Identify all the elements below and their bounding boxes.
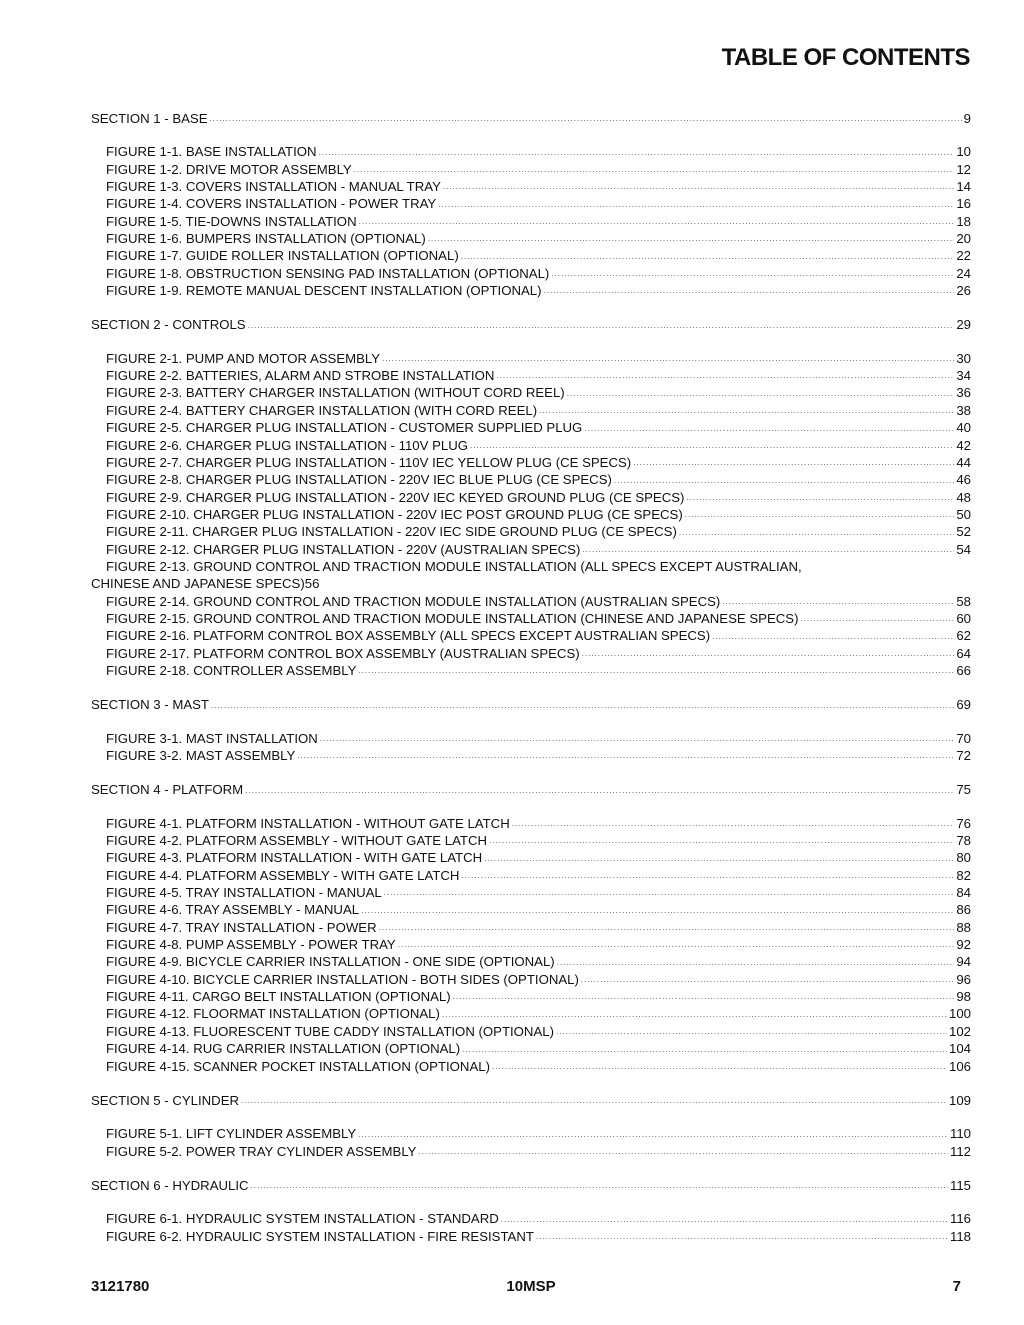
dot-leader [489,836,954,849]
toc-page-number: 14 [956,179,971,195]
toc-figure-label: FIGURE 3-2. MAST ASSEMBLY [106,748,296,763]
toc-page-number: 46 [956,472,971,488]
toc-page-number: 62 [956,628,971,644]
dot-leader [722,597,954,610]
toc-figure-label: FIGURE 4-9. BICYCLE CARRIER INSTALLATION - ONE SIDE (OPTIONAL) [106,954,555,970]
toc-figure-entry[interactable] [91,143,971,160]
toc-figure-entry[interactable] [91,350,971,367]
toc-figure-entry[interactable] [91,988,971,1005]
dot-leader [584,424,954,437]
model-name: 10MSP [506,1278,556,1295]
dot-leader [319,148,955,161]
toc-figure-label: FIGURE 4-13. FLUORESCENT TUBE CADDY INSTALLATION (OPTIONAL) [106,1023,554,1039]
toc-figure-entry[interactable] [91,541,971,558]
toc-figure-entry[interactable] [91,662,971,679]
toc-figure-label: FIGURE 1-9. REMOTE MANUAL DESCENT INSTALLATION (OPTIONAL) [106,283,542,299]
toc-figure-label: FIGURE 1-7. GUIDE ROLLER INSTALLATION (OPTIONAL) [106,248,459,264]
toc-figure-entry[interactable] [91,645,971,662]
dot-leader [581,975,954,988]
toc-page-number: 9 [963,111,971,126]
toc-figure-label: FIGURE 1-4. COVERS INSTALLATION - POWER TRAY [106,196,437,212]
toc-page-number: 24 [956,265,971,281]
toc-page-number: 69 [956,697,971,713]
toc-figure-label: FIGURE 4-6. TRAY ASSEMBLY - MANUAL [106,902,360,918]
toc-figure-label: FIGURE 2-18. CONTROLLER ASSEMBLY [106,662,357,678]
toc-figure-label: FIGURE 4-3. PLATFORM INSTALLATION - WITH GATE LATCH [106,850,483,866]
dot-leader [379,923,955,936]
toc-page-number: 88 [956,919,971,935]
toc-figure-label: FIGURE 2-2. BATTERIES, ALARM AND STROBE INSTALLATION [106,368,495,384]
dot-leader [582,545,954,558]
dot-leader [686,493,954,506]
toc-section-block [91,110,971,299]
toc-section-label: SECTION 6 - HYDRAULIC [91,1177,249,1193]
toc-figure-entry[interactable] [91,1040,971,1057]
toc-figure-entry[interactable] [91,901,971,918]
toc-section-block [91,781,971,1075]
toc-page-number: 94 [956,954,971,970]
toc-section-entry[interactable] [91,781,971,798]
dot-leader [484,854,954,867]
dot-leader [685,510,955,523]
toc-figure-label: FIGURE 4-12. FLOORMAT INSTALLATION (OPTIONAL) [106,1006,440,1022]
dot-leader [551,269,954,282]
toc-page-number: 82 [956,867,971,883]
toc-figure-entry[interactable] [91,213,971,230]
toc-page-number: 10 [956,144,971,160]
toc-figure-entry[interactable] [91,610,971,627]
toc-figure-entry[interactable] [91,867,971,884]
toc-page-number: 50 [956,506,971,522]
toc-figure-entry[interactable] [91,419,971,436]
toc-figure-label: FIGURE 1-3. COVERS INSTALLATION - MANUAL TRAY [106,179,441,195]
toc-figure-entry[interactable] [91,161,971,178]
toc-page-number: 42 [956,437,971,453]
toc-figure-entry[interactable] [91,247,971,264]
dot-leader [438,200,954,213]
toc-page-number: 16 [956,196,971,212]
dot-leader [679,528,954,541]
toc-figure-entry[interactable] [91,593,971,610]
toc-figure-entry[interactable] [91,506,971,523]
toc-page-number: 44 [956,454,971,470]
toc-page-number: 104 [948,1041,971,1057]
toc-page-number: 84 [956,885,971,901]
toc-page-number: 18 [956,213,971,229]
toc-page-number: 30 [956,350,971,366]
toc-page-number: 40 [956,420,971,436]
dot-leader [557,958,955,971]
dot-leader [453,992,955,1005]
dot-leader [712,632,954,645]
toc-page-number: 52 [956,524,971,540]
toc-figure-entry[interactable] [91,832,971,849]
toc-page-number: 38 [956,402,971,418]
toc-figure-label: FIGURE 2-13. GROUND CONTROL AND TRACTION MODULE INSTALLATION (ALL SPECS EXCEPT AUSTRALIAN, [106,558,802,574]
toc-figure-entry[interactable] [91,195,971,212]
dot-leader [461,252,955,265]
toc-figure-label: FIGURE 1-6. BUMPERS INSTALLATION (OPTIONAL) [106,231,426,247]
toc-figure-entry[interactable] [91,282,971,299]
dot-leader [418,1147,947,1160]
toc-section-label: SECTION 1 - BASE [91,111,208,126]
toc-section-block [91,1092,971,1160]
toc-figure-entry[interactable] [91,367,971,384]
toc-section-entry[interactable] [91,1092,971,1109]
toc-figure-entry[interactable] [91,1228,971,1245]
toc-figure-entry[interactable] [91,627,971,644]
dot-leader [320,734,955,747]
toc-page-number: 64 [956,645,971,661]
toc-figure-entry[interactable] [91,489,971,506]
dot-leader [462,1045,947,1058]
dot-leader [567,389,955,402]
toc-page-number: 106 [948,1058,971,1074]
toc-figure-entry[interactable] [91,523,971,540]
toc-page-number: 60 [956,610,971,626]
toc-page-number: 66 [956,662,971,678]
toc-section-entry[interactable] [91,316,971,333]
toc-page-number: 72 [956,748,971,763]
toc-figure-label: FIGURE 2-12. CHARGER PLUG INSTALLATION - 220V (AUSTRALIAN SPECS) [106,541,581,557]
toc-page-number: 76 [956,815,971,831]
toc-figure-entry[interactable] [91,437,971,454]
toc-figure-label: FIGURE 4-5. TRAY INSTALLATION - MANUAL [106,885,382,901]
dot-leader [211,701,954,714]
dot-leader [361,906,954,919]
dot-leader [633,458,954,471]
toc-figure-label: FIGURE 2-3. BATTERY CHARGER INSTALLATION (WITHOUT CORD REEL) [106,385,565,401]
toc-page-number: 20 [956,231,971,247]
toc-page-number: 115 [949,1177,971,1193]
toc-figure-label: FIGURE 2-8. CHARGER PLUG INSTALLATION - 220V IEC BLUE PLUG (CE SPECS) [106,472,612,488]
table-of-contents [91,110,971,1262]
toc-page-number: 116 [949,1211,971,1227]
toc-page-number: 12 [956,161,971,177]
toc-figure-entry[interactable] [91,1210,971,1227]
toc-figure-entry[interactable] [91,953,971,970]
toc-page-number: 36 [956,385,971,401]
toc-figure-label: FIGURE 4-11. CARGO BELT INSTALLATION (OPTIONAL) [106,989,451,1005]
toc-page-number: 75 [956,782,971,798]
toc-figure-label: FIGURE 2-15. GROUND CONTROL AND TRACTION MODULE INSTALLATION (CHINESE AND JAPANESE SPECS) [106,610,799,626]
toc-figure-label: FIGURE 2-1. PUMP AND MOTOR ASSEMBLY [106,350,381,366]
dot-leader [358,666,954,679]
dot-leader [544,286,955,299]
toc-figure-label: FIGURE 1-8. OBSTRUCTION SENSING PAD INSTALLATION (OPTIONAL) [106,265,550,281]
toc-page-number: 70 [956,730,971,746]
toc-figure-label: FIGURE 2-6. CHARGER PLUG INSTALLATION - 110V PLUG [106,437,469,453]
toc-section-block [91,696,971,764]
toc-page-number: 92 [956,937,971,953]
page-footer [91,1278,971,1300]
toc-figure-label: FIGURE 4-4. PLATFORM ASSEMBLY - WITH GATE LATCH [106,867,460,883]
toc-figure-entry[interactable] [91,919,971,936]
toc-figure-entry[interactable] [91,747,971,764]
toc-figure-entry[interactable] [91,178,971,195]
toc-figure-label: FIGURE 4-15. SCANNER POCKET INSTALLATION (OPTIONAL) [106,1058,490,1074]
toc-section-entry[interactable] [91,110,971,127]
dot-leader [582,649,955,662]
toc-page-number: 118 [949,1228,971,1244]
toc-figure-entry[interactable] [91,471,971,488]
toc-figure-entry[interactable] [91,230,971,247]
dot-leader [297,751,954,764]
toc-figure-label: FIGURE 1-2. DRIVE MOTOR ASSEMBLY [106,161,352,177]
dot-leader [428,234,955,247]
toc-figure-label: FIGURE 4-1. PLATFORM INSTALLATION - WITHOUT GATE LATCH [106,815,510,831]
toc-page-number: 109 [948,1092,971,1108]
toc-figure-label: FIGURE 2-11. CHARGER PLUG INSTALLATION - 220V IEC SIDE GROUND PLUG (CE SPECS) [106,524,677,540]
toc-figure-entry[interactable] [91,558,971,593]
toc-section-label: SECTION 2 - CONTROLS [91,317,246,333]
toc-page-number: 26 [956,283,971,299]
toc-section-entry[interactable] [91,696,971,713]
toc-page-number: 54 [956,541,971,557]
toc-page-number: 58 [956,593,971,609]
toc-figure-entry[interactable] [91,402,971,419]
dot-leader [536,1232,948,1245]
toc-figure-label: FIGURE 2-16. PLATFORM CONTROL BOX ASSEMBLY (ALL SPECS EXCEPT AUSTRALIAN SPECS) [106,628,711,644]
toc-section-label: SECTION 3 - MAST [91,697,209,713]
toc-figure-label: FIGURE 2-17. PLATFORM CONTROL BOX ASSEMBLY (AUSTRALIAN SPECS) [106,645,580,661]
toc-figure-label: FIGURE 5-1. LIFT CYLINDER ASSEMBLY [106,1126,357,1142]
toc-figure-label: FIGURE 6-1. HYDRAULIC SYSTEM INSTALLATION - STANDARD [106,1211,499,1227]
toc-section-entry[interactable] [91,1177,971,1194]
toc-figure-label: FIGURE 1-1. BASE INSTALLATION [106,144,317,160]
toc-figure-label: FIGURE 2-10. CHARGER PLUG INSTALLATION - 220V IEC POST GROUND PLUG (CE SPECS) [106,506,683,522]
toc-figure-entry[interactable] [91,884,971,901]
toc-page-number: 80 [956,850,971,866]
dot-leader [358,1130,948,1143]
toc-section-label: SECTION 5 - CYLINDER [91,1092,240,1108]
dot-leader [248,321,955,334]
toc-page-number: 78 [956,833,971,849]
dot-leader [398,940,955,953]
toc-figure-entry[interactable] [91,849,971,866]
dot-leader [501,1215,948,1228]
toc-page-number: 34 [956,368,971,384]
dot-leader [384,888,955,901]
dot-leader [251,1181,948,1194]
toc-page-number: 100 [948,1006,971,1022]
toc-section-label: SECTION 4 - PLATFORM [91,782,244,798]
toc-figure-label: FIGURE 2-9. CHARGER PLUG INSTALLATION - 220V IEC KEYED GROUND PLUG (CE SPECS) [106,489,685,505]
toc-figure-entry[interactable] [91,971,971,988]
page-number: 7 [952,1278,961,1295]
toc-figure-entry[interactable] [91,1143,971,1160]
toc-figure-entry[interactable] [91,815,971,832]
toc-figure-entry[interactable] [91,1058,971,1075]
toc-figure-label: FIGURE 6-2. HYDRAULIC SYSTEM INSTALLATION - FIRE RESISTANT [106,1228,534,1244]
toc-figure-entry[interactable] [91,454,971,471]
toc-page-number: 110 [949,1126,971,1142]
dot-leader [512,819,955,832]
dot-leader [539,406,954,419]
dot-leader [210,114,962,127]
toc-figure-entry[interactable] [91,936,971,953]
toc-page-number: 48 [956,489,971,505]
dot-leader [382,354,954,367]
toc-figure-entry[interactable] [91,384,971,401]
toc-figure-label: FIGURE 1-5. TIE-DOWNS INSTALLATION [106,213,357,229]
toc-page-number: 98 [956,989,971,1005]
toc-figure-label: FIGURE 2-7. CHARGER PLUG INSTALLATION - 110V IEC YELLOW PLUG (CE SPECS) [106,454,632,470]
dot-leader [496,371,954,384]
toc-page-number: 86 [956,902,971,918]
toc-figure-label: FIGURE 4-2. PLATFORM ASSEMBLY - WITHOUT GATE LATCH [106,833,488,849]
toc-section-block [91,316,971,679]
dot-leader [442,1010,947,1023]
toc-figure-entry[interactable] [91,730,971,747]
dot-leader [556,1027,947,1040]
dot-leader [354,165,955,178]
toc-figure-label: FIGURE 4-14. RUG CARRIER INSTALLATION (OPTIONAL) [106,1041,461,1057]
toc-figure-label: FIGURE 4-7. TRAY INSTALLATION - POWER [106,919,377,935]
page-title: TABLE OF CONTENTS [721,44,970,71]
dot-leader [241,1096,947,1109]
toc-page-number: 29 [956,317,971,333]
toc-figure-label: FIGURE 5-2. POWER TRAY CYLINDER ASSEMBLY [106,1143,417,1159]
toc-page-number: 112 [949,1143,971,1159]
dot-leader [443,182,954,195]
dot-leader [614,476,954,489]
dot-leader [492,1062,947,1075]
dot-leader [359,217,955,230]
toc-page-number: 56 [304,576,320,592]
toc-page-number: 96 [956,971,971,987]
dot-leader [245,786,954,799]
toc-figure-label: FIGURE 2-4. BATTERY CHARGER INSTALLATION (WITH CORD REEL) [106,402,538,418]
toc-figure-entry[interactable] [91,1125,971,1142]
toc-figure-label-continued: CHINESE AND JAPANESE SPECS) [91,576,305,592]
toc-figure-entry[interactable] [91,1023,971,1040]
toc-figure-label: FIGURE 2-14. GROUND CONTROL AND TRACTION MODULE INSTALLATION (AUSTRALIAN SPECS) [106,593,721,609]
toc-section-block [91,1177,971,1245]
toc-figure-entry[interactable] [91,1005,971,1022]
dot-leader [800,614,954,627]
toc-figure-label: FIGURE 2-5. CHARGER PLUG INSTALLATION - CUSTOMER SUPPLIED PLUG [106,420,583,436]
toc-figure-entry[interactable] [91,265,971,282]
toc-page-number: 22 [956,248,971,264]
dot-leader [461,871,954,884]
toc-figure-label: FIGURE 4-10. BICYCLE CARRIER INSTALLATION - BOTH SIDES (OPTIONAL) [106,971,579,987]
document-number: 3121780 [91,1278,150,1295]
toc-page-number: 102 [948,1023,971,1039]
dot-leader [470,441,954,454]
toc-figure-label: FIGURE 3-1. MAST INSTALLATION [106,730,318,746]
toc-figure-label: FIGURE 4-8. PUMP ASSEMBLY - POWER TRAY [106,937,396,953]
